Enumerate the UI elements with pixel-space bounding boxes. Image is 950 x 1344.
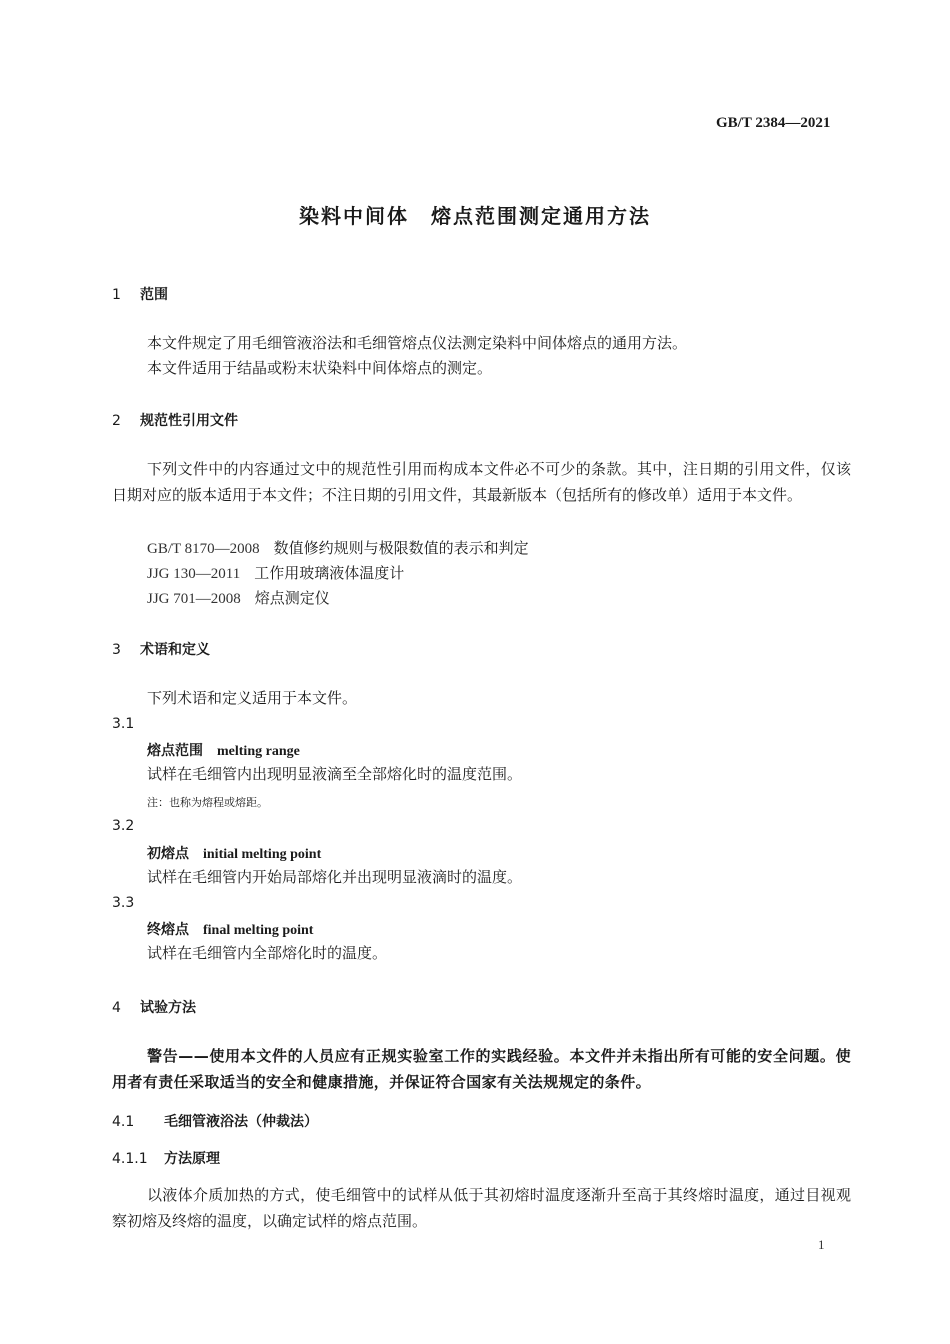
reference-code: GB/T 8170—2008	[147, 541, 260, 557]
term-en: melting range	[217, 744, 300, 759]
term-en: initial melting point	[203, 847, 322, 862]
section-number: 1	[112, 287, 121, 303]
section-number: 3	[112, 642, 121, 658]
section-title: 规范性引用文件	[140, 413, 238, 429]
scope-paragraph-2: 本文件适用于结晶或粉末状染料中间体熔点的测定。	[147, 359, 493, 377]
term-number: 3.1	[112, 716, 135, 732]
scope-paragraph-1: 本文件规定了用毛细管液浴法和毛细管熔点仪法测定染料中间体熔点的通用方法。	[147, 334, 688, 352]
subsection-number: 4.1.1	[112, 1151, 148, 1167]
section-1-heading	[112, 284, 168, 304]
term-definition: 试样在毛细管内全部熔化时的温度。	[147, 944, 388, 962]
term-number: 3.3	[112, 895, 135, 911]
reference-item	[147, 562, 404, 583]
term-number: 3.2	[112, 818, 135, 834]
reference-title: 熔点测定仪	[254, 589, 330, 607]
term-name	[147, 919, 313, 939]
document-number: GB/T 2384—2021	[716, 115, 831, 131]
section-number: 4	[112, 1000, 121, 1016]
reference-item	[147, 537, 529, 558]
section-title: 术语和定义	[140, 642, 210, 658]
safety-warning: 警告——使用本文件的人员应有正规实验室工作的实践经验。本文件并未指出所有可能的安全问题。使用者有责任采取适当的安全和健康措施，并保证符合国家有关法规规定的条件。	[112, 1047, 851, 1091]
reference-title: 工作用玻璃液体温度计	[254, 564, 405, 582]
term-zh: 终熔点	[147, 922, 189, 938]
section-title: 试验方法	[140, 1000, 196, 1016]
terms-intro: 下列术语和定义适用于本文件。	[147, 689, 358, 707]
term-zh: 初熔点	[147, 846, 189, 862]
reference-code: JJG 130—2011	[147, 566, 241, 582]
method-principle-paragraph: 以液体介质加热的方式，使毛细管中的试样从低于其初熔时温度逐渐升至高于其终熔时温度，通过目视观察初熔及终熔的温度，以确定试样的熔点范围。	[112, 1186, 851, 1230]
section-title: 范围	[140, 287, 168, 303]
normative-references-paragraph: 下列文件中的内容通过文中的规范性引用而构成本文件必不可少的条款。其中，注日期的引用文件，仅该日期对应的版本适用于本文件；不注日期的引用文件，其最新版本（包括所有的修改单）适用于本文件。	[112, 460, 851, 504]
page-number: 1	[818, 1237, 825, 1252]
term-en: final melting point	[203, 923, 314, 938]
term-note: 注：也称为熔程或熔距。	[147, 796, 268, 809]
term-definition: 试样在毛细管内出现明显液滴至全部熔化时的温度范围。	[147, 765, 523, 783]
subsection-4-1-heading	[112, 1111, 318, 1131]
term-definition: 试样在毛细管内开始局部熔化并出现明显液滴时的温度。	[147, 868, 523, 886]
reference-item	[147, 587, 330, 608]
subsection-4-1-1-heading	[112, 1148, 220, 1168]
section-number: 2	[112, 413, 121, 429]
subsection-number: 4.1	[112, 1114, 135, 1130]
term-zh: 熔点范围	[147, 743, 203, 759]
section-4-heading	[112, 997, 196, 1017]
section-3-heading	[112, 639, 210, 659]
section-2-heading	[112, 410, 238, 430]
reference-code: JJG 701—2008	[147, 591, 241, 607]
subsection-title: 方法原理	[164, 1151, 220, 1167]
term-name	[147, 843, 321, 863]
subsection-title: 毛细管液浴法（仲裁法）	[164, 1114, 318, 1130]
document-title: 染料中间体 熔点范围测定通用方法	[299, 204, 651, 228]
reference-title: 数值修约规则与极限数值的表示和判定	[273, 539, 529, 557]
term-name	[147, 740, 300, 760]
